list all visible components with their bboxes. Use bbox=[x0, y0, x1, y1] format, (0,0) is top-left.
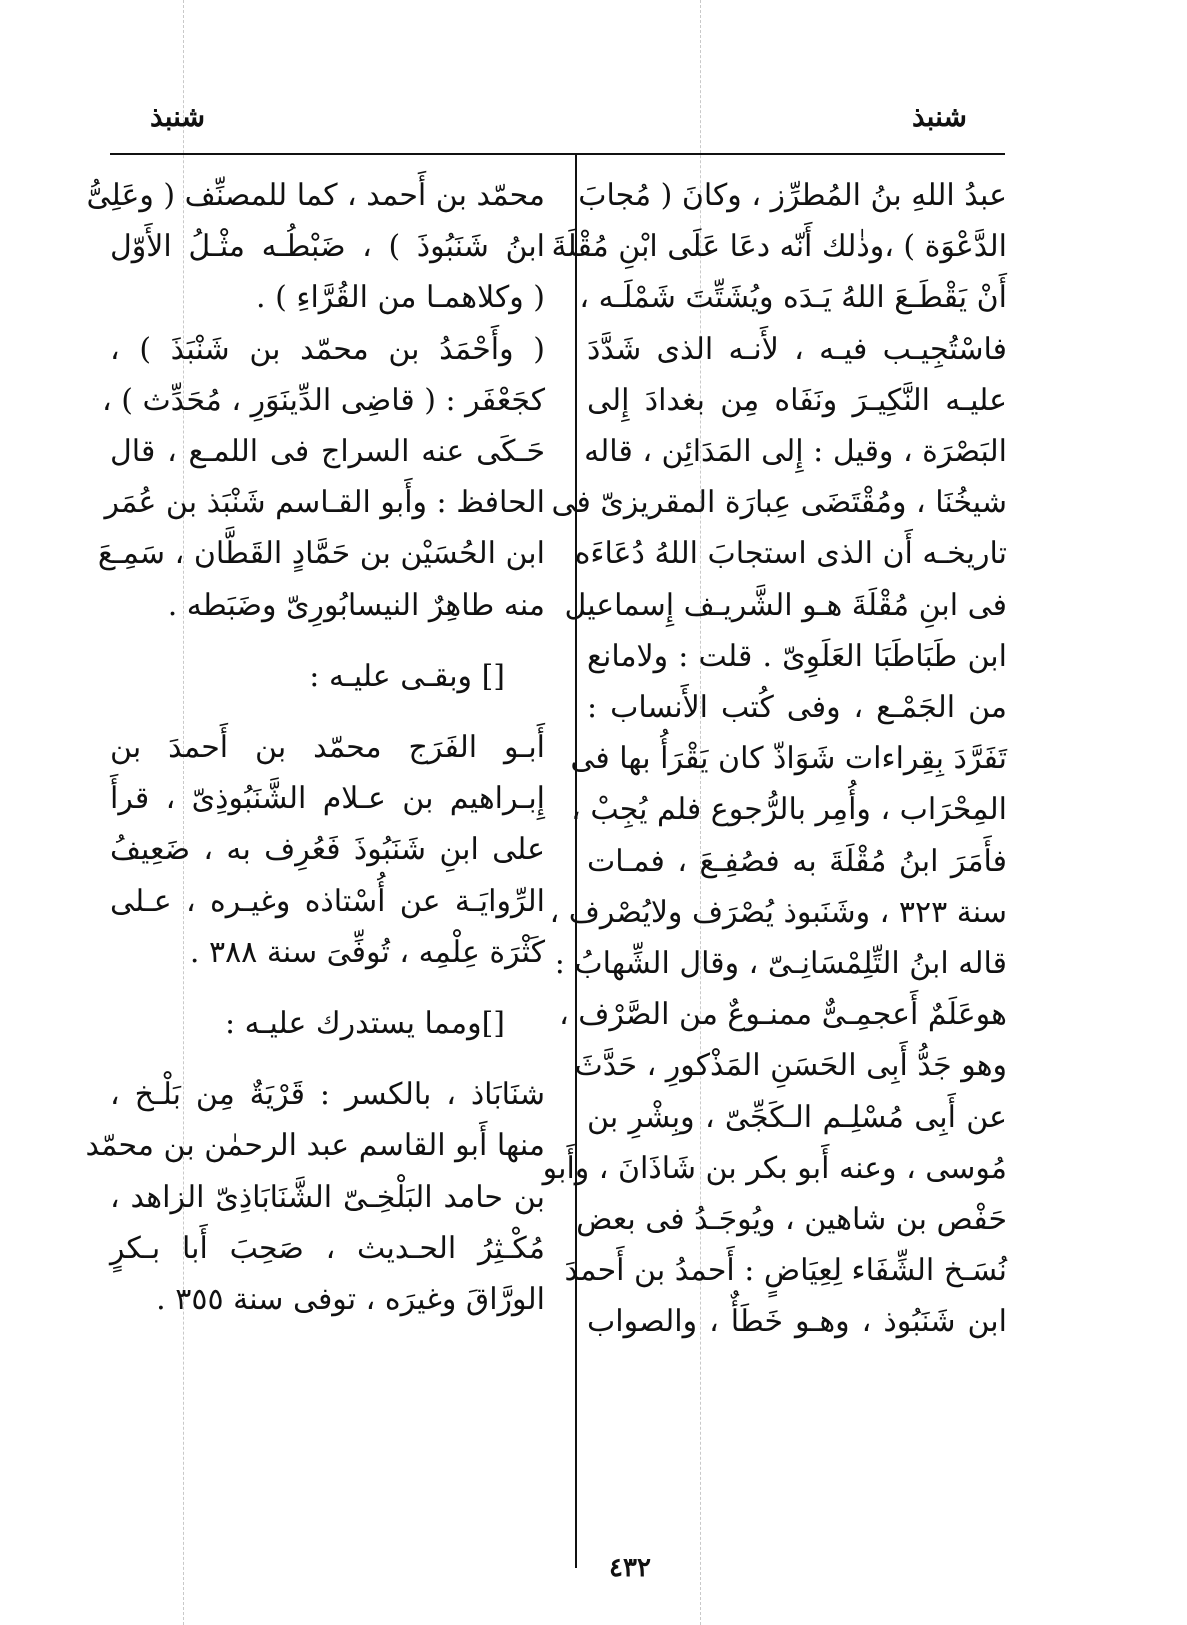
text-line: عبدُ اللهِ بنُ المُطرِّز ، وكانَ ( مُجابَ bbox=[578, 178, 1007, 213]
text-line: عن أَبِى مُسْلِـم الـكَجِّىّ ، وبِشْرِ بن bbox=[587, 1099, 1007, 1135]
column-divider bbox=[575, 153, 577, 1568]
text-line: فأَمَرَ ابنُ مُقْلَةَ به فصُفِـعَ ، فمـات bbox=[587, 843, 1007, 879]
section-subheading: []ومما يستدرك عليـه : bbox=[224, 1006, 505, 1042]
text-line: الدَّعْوَة ) ،وذٰلك أَنّه دعَا عَلَى ابْنِ مُقْلَةَ bbox=[551, 229, 1007, 265]
text-line: الحافظ : وأَبو القـاسم شَنْبَذ بن عُمَر bbox=[104, 485, 545, 521]
text-line: أَنْ يَقْطَـعَ اللهُ يَـدَه ويُشَتِّتَ شَمْلَـه ، bbox=[579, 280, 1007, 316]
text-line: حَفْص بن شاهين ، ويُوجَـدُ فى بعض bbox=[576, 1202, 1007, 1238]
text-line: مُوسى ، وعنه أَبو بكر بن شَاذَانَ ، وأَبو bbox=[542, 1150, 1007, 1186]
text-line: كجَعْفَر : ( قاضِى الدِّينَوَرِ ، مُحَدِّث ) ، bbox=[101, 382, 545, 418]
text-line: قاله ابنُ التِّلِمْسَانِـىّ ، وقال الشِّهابُ : bbox=[554, 946, 1007, 982]
text-line: أَبـو الفَرَج محمّد بن أَحمدَ بن bbox=[110, 730, 545, 766]
text-line: البَصْرَة ، وقيل : إِلى المَدَائِن ، قاله bbox=[584, 434, 1007, 470]
text-line: على ابنِ شَنَبُوذَ فَعُرِف به ، ضَعِيفُ bbox=[110, 832, 545, 868]
text-line: عليـه النَّكِيـرَ ونَفَاه مِن بغدادَ إِلى bbox=[587, 382, 1007, 418]
header-word-right: شنبذ bbox=[911, 100, 967, 133]
left-column bbox=[85, 170, 545, 1325]
text-line: فاسْتُجِيـب فيـه ، لأَنـه الذى شَدَّدَ bbox=[587, 331, 1007, 367]
text-line: كَثْرَة عِلْمِه ، تُوفِّىَ سنة ٣٨٨ . bbox=[189, 934, 545, 970]
section-subheading: [] وبقـى عليـه : bbox=[309, 658, 505, 694]
text-line: الرِّوايَـة عن أُسْتاذه وغيـره ، عـلى bbox=[110, 883, 545, 919]
text-line: سنة ٣٢٣ ، وشَنَبوذ يُصْرَف ولايُصْرف ، bbox=[549, 894, 1007, 930]
text-line: ( وأَحْمَدُ بن محمّد بن شَنْبَذَ ) ، bbox=[110, 331, 545, 367]
text-line: من الجَمْـع ، وفى كُتب الأَنساب : bbox=[587, 690, 1007, 726]
text-line: ( وكلاهمـا من القُرَّاءِ ) . bbox=[256, 280, 545, 316]
text-line: الورَّاقَ وغيرَه ، توفى سنة ٣٥٥ . bbox=[156, 1282, 545, 1318]
text-line: منها أَبو القاسم عبد الرحمٰن بن محمّد bbox=[85, 1128, 545, 1164]
text-line: تاريخـه أَن الذى استجابَ اللهُ دُعَاءَه bbox=[574, 536, 1007, 572]
text-line: ابنُ شَنَبُوذَ ) ، ضَبْطُـه مثْـلُ الأَوّل bbox=[110, 229, 545, 265]
text-line: فى ابنِ مُقْلَةَ هـو الشَّريـف إِسماعيل bbox=[564, 587, 1007, 623]
header-rule bbox=[110, 153, 1005, 155]
header-word-left: شنبذ bbox=[150, 100, 206, 133]
text-line: تَفَرَّدَ بِقِراءات شَوَاذّ كان يَقْرَأُ بها فى bbox=[570, 741, 1007, 777]
right-column bbox=[542, 170, 1007, 1348]
text-line: نُسَـخ الشِّفَاء لِعِيَاضٍ : أَحمدُ بن أَحمدَ bbox=[564, 1253, 1007, 1289]
text-line: هوعَلَمٌ أَعجمِـىٌّ ممنـوعٌ من الصَّرْف ، bbox=[559, 997, 1007, 1033]
text-line: مُكْـثِرُ الحـديث ، صَحِبَ أَبا بـكرٍ bbox=[110, 1230, 545, 1266]
text-line: ابن الحُسَيْن بن حَمَّادٍ القَطَّان ، سَمِـعَ bbox=[97, 536, 545, 572]
text-line: شيخُنَا ، ومُقْتَضَى عِبارَة المقريزىّ فى bbox=[551, 485, 1007, 521]
text-line: شنَابَاذ ، بالكسر : قَرْيَةٌ مِن بَلْـخ ، bbox=[110, 1077, 545, 1113]
text-line: حَـكَى عنه السراج فى اللمـع ، قال bbox=[110, 434, 545, 470]
text-line: وهو جَدُّ أَبِى الحَسَنِ المَذْكورِ ، حَدَّثَ bbox=[574, 1048, 1007, 1084]
page-number: ٤٣٢ bbox=[609, 1553, 651, 1583]
text-line: محمّد بن أَحمد ، كما للمصنِّف ( وعَلِىُّ bbox=[86, 178, 545, 213]
text-line: ابن طَبَاطَبَا العَلَوِىّ . قلت : ولامانع bbox=[587, 638, 1007, 674]
text-line: المِحْرَاب ، وأُمِر بالرُّجوع فلم يُجِبْ ، bbox=[571, 792, 1007, 828]
text-line: بن حامد البَلْخِـىّ الشَّنَابَاذِىّ الزاهد ، bbox=[110, 1179, 545, 1215]
text-line: إِبـراهيم بن عـلام الشَّنَبُوذِىّ ، قرأَ bbox=[110, 781, 545, 817]
text-line: منه طاهِرٌ النيسابُورِىّ وضَبَطه . bbox=[167, 587, 545, 623]
text-line: ابن شَنَبُوذ ، وهـو خَطَأٌ ، والصواب bbox=[587, 1304, 1007, 1340]
